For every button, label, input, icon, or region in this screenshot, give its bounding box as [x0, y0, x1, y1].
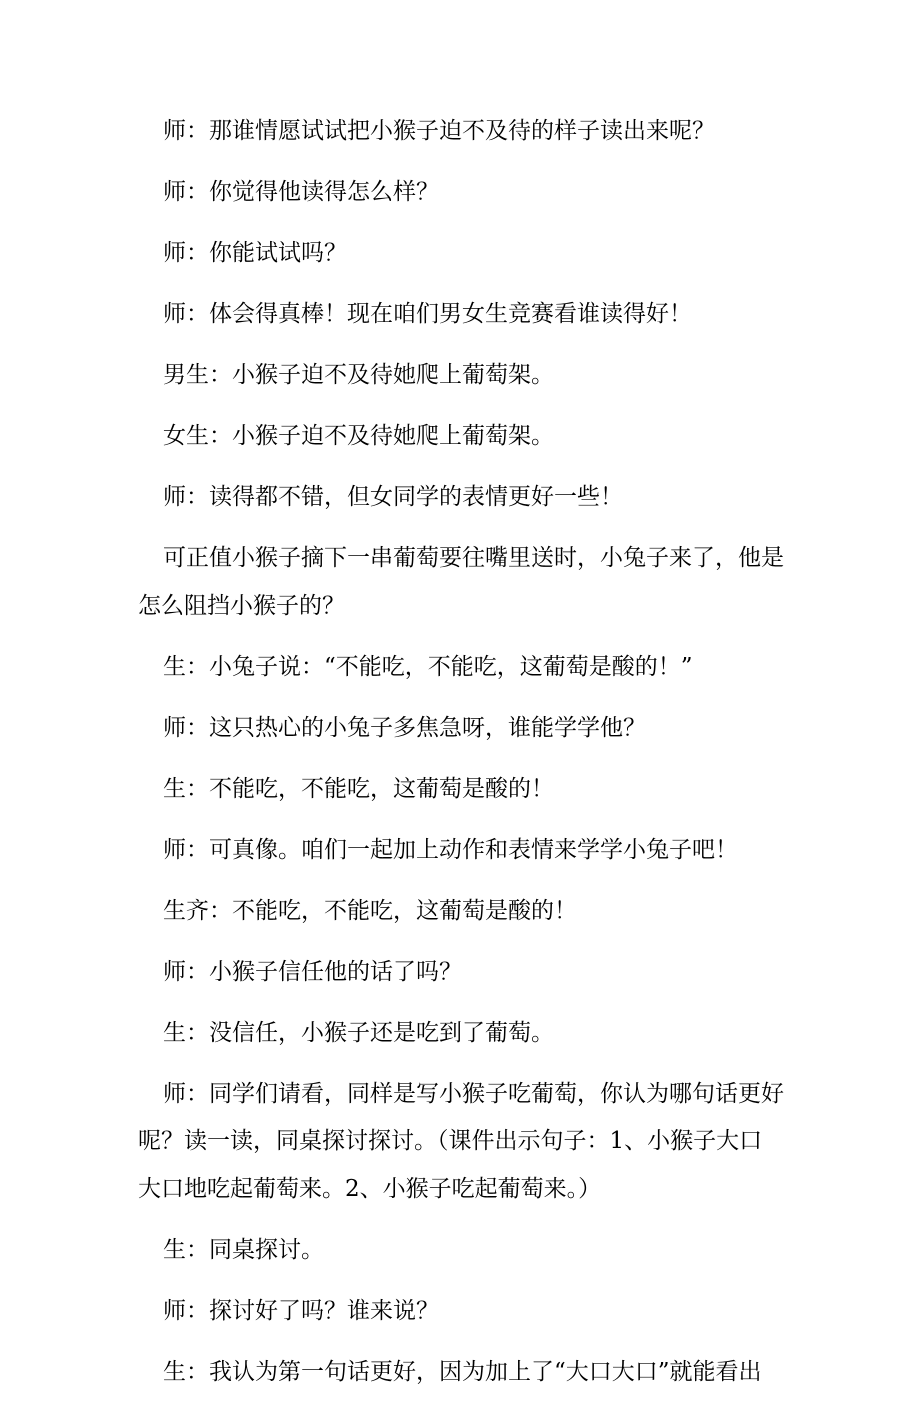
paragraph: 师：小猴子信任他的话了吗？ [163, 958, 462, 985]
paragraph: 师：这只热心的小兔子多焦急呀，谁能学学他？ [163, 714, 646, 741]
paragraph: 师：你觉得他读得怎么样？ [163, 179, 439, 205]
paragraph: 生：不能吃，不能吃，这葡萄是酸的！ [163, 775, 554, 802]
paragraph-line: 可正值小猴子摘下一串葡萄要往嘴里送时，小兔子来了，他是 [163, 545, 784, 571]
paragraph-line: 怎么阻挡小猴子的？ [138, 592, 345, 619]
paragraph: 师：可真像。咱们一起加上动作和表情来学学小兔子吧！ [163, 836, 738, 863]
paragraph: 生齐：不能吃，不能吃，这葡萄是酸的！ [163, 897, 577, 924]
paragraph: 生：小兔子说：“不能吃，不能吃，这葡萄是酸的！” [163, 653, 693, 680]
paragraph: 师：读得都不错，但女同学的表情更好一些！ [163, 484, 623, 510]
lesson-transcript [138, 108, 788, 1410]
paragraph: 师：探讨好了吗？谁来说？ [163, 1297, 439, 1324]
paragraph-line: 师：同学们请看，同样是写小猴子吃葡萄，你认为哪句话更好 [163, 1080, 784, 1107]
paragraph-multiline [138, 1071, 788, 1214]
paragraph: 师：你能试试吗？ [163, 240, 347, 266]
paragraph: 女生：小猴子迫不及待她爬上葡萄架。 [163, 423, 554, 449]
paragraph: 生：我认为第一句话更好，因为加上了“大口大口”就能看出 [163, 1358, 762, 1385]
paragraph: 男生：小猴子迫不及待她爬上葡萄架。 [163, 362, 554, 388]
paragraph-line: 呢？读一读，同桌探讨探讨。（课件出示句子：1、小猴子大口 [138, 1128, 763, 1154]
paragraph: 师：体会得真棒！现在咱们男女生竞赛看谁读得好！ [163, 301, 692, 327]
paragraph: 生：没信任，小猴子还是吃到了葡萄。 [163, 1019, 554, 1046]
paragraph: 生：同桌探讨。 [163, 1236, 324, 1263]
paragraph-line: 大口地吃起葡萄来。2、小猴子吃起葡萄来。） [138, 1175, 602, 1202]
paragraph-multiline [138, 535, 788, 630]
paragraph: 师：那谁情愿试试把小猴子迫不及待的样子读出来呢？ [163, 118, 715, 144]
